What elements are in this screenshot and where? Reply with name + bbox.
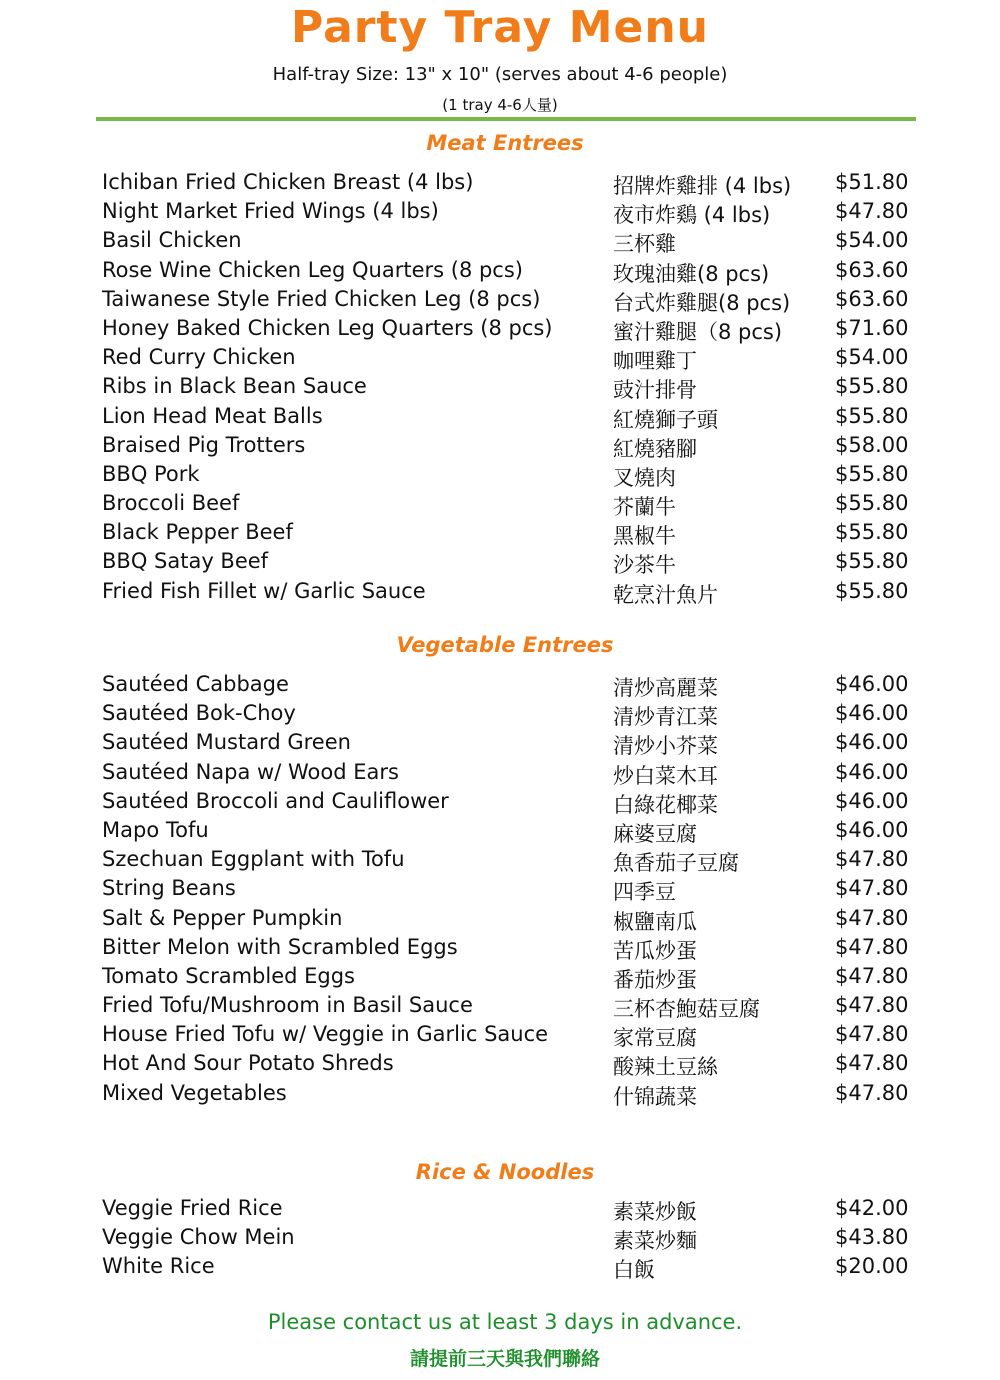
menu-item-price: $55.80 (835, 403, 909, 428)
menu-item-price: $55.80 (835, 461, 909, 486)
menu-item-name-chinese: 椒鹽南瓜 (613, 909, 697, 934)
menu-item-row (102, 1081, 922, 1110)
menu-item-row (102, 789, 922, 818)
menu-item-name: Ribs in Black Bean Sauce (102, 374, 367, 399)
menu-item-name: Szechuan Eggplant with Tofu (102, 847, 405, 872)
menu-item-row (102, 760, 922, 789)
menu-item-name: String Beans (102, 876, 236, 901)
menu-item-row (102, 1051, 922, 1080)
menu-item-price: $20.00 (835, 1254, 909, 1279)
menu-item-name-chinese: 苦瓜炒蛋 (613, 938, 697, 963)
menu-item-price: $58.00 (835, 432, 909, 457)
menu-item-name-chinese: 酸辣土豆絲 (613, 1055, 718, 1080)
menu-item-row (102, 935, 922, 964)
divider-rule (96, 117, 916, 121)
menu-item-name-chinese: 三杯雞 (613, 232, 676, 257)
section-title-vegetable: Vegetable Entrees (396, 633, 614, 657)
tray-size-subtitle: Half-tray Size: 13" x 10" (serves about 4-6 people) (272, 64, 728, 85)
menu-item-name: Hot And Sour Potato Shreds (102, 1051, 394, 1076)
menu-item-name-chinese: 白綠花椰菜 (613, 792, 718, 817)
menu-item-row (102, 993, 922, 1022)
menu-item-name-chinese: 招牌炸雞排 (4 lbs) (613, 174, 792, 198)
menu-item-row (102, 1196, 922, 1225)
menu-item-row (102, 258, 922, 287)
menu-item-name: Salt & Pepper Pumpkin (102, 905, 343, 930)
menu-item-price: $46.00 (835, 817, 909, 842)
menu-item-name-chinese: 炒白菜木耳 (613, 763, 718, 788)
menu-item-price: $47.80 (835, 934, 909, 959)
menu-item-name: Broccoli Beef (102, 491, 240, 516)
menu-item-row (102, 199, 922, 228)
menu-item-name-chinese: 番茄炒蛋 (613, 967, 697, 992)
menu-item-row (102, 433, 922, 462)
menu-item-price: $46.00 (835, 788, 909, 813)
menu-item-row (102, 491, 922, 520)
rice-noodles-list (102, 1196, 922, 1284)
menu-item-row (102, 374, 922, 403)
menu-item-name-chinese: 台式炸雞腿(8 pcs) (613, 290, 791, 315)
menu-item-name-chinese: 家常豆腐 (613, 1026, 697, 1051)
menu-item-name: White Rice (102, 1254, 215, 1279)
menu-item-name-chinese: 素菜炒飯 (613, 1200, 697, 1224)
menu-item-row (102, 549, 922, 578)
menu-item-name-chinese: 蜜汁雞腿（8 pcs) (613, 319, 783, 344)
menu-item-name: Basil Chicken (102, 228, 242, 253)
menu-item-price: $51.80 (835, 170, 909, 194)
menu-item-name: Night Market Fried Wings (4 lbs) (102, 199, 439, 224)
menu-item-name-chinese: 沙茶牛 (613, 553, 676, 578)
menu-item-name: BBQ Pork (102, 461, 200, 486)
menu-item-name-chinese: 黑椒牛 (613, 524, 676, 549)
menu-item-price: $46.00 (835, 701, 909, 726)
section-title-meat: Meat Entrees (426, 131, 584, 155)
menu-item-row (102, 462, 922, 491)
menu-item-name: BBQ Satay Beef (102, 549, 269, 574)
menu-item-price: $47.80 (835, 1051, 909, 1076)
menu-item-row (102, 316, 922, 345)
menu-item-price: $46.00 (835, 730, 909, 755)
advance-notice: Please contact us at least 3 days in advance. (267, 1310, 743, 1334)
menu-item-price: $47.80 (835, 199, 909, 224)
menu-item-price: $55.80 (835, 374, 909, 399)
menu-item-price: $63.60 (835, 257, 909, 282)
advance-notice-chinese: 請提前三天與我們聯絡 (409, 1348, 600, 1370)
menu-item-row (102, 701, 922, 730)
menu-item-row (102, 847, 922, 876)
menu-item-row (102, 520, 922, 549)
menu-item-row (102, 906, 922, 935)
menu-item-name: Ichiban Fried Chicken Breast (4 lbs) (102, 170, 474, 194)
menu-item-row (102, 730, 922, 759)
menu-item-name: Sautéed Broccoli and Cauliflower (102, 788, 449, 813)
menu-item-row (102, 345, 922, 374)
menu-item-name: Veggie Fried Rice (102, 1196, 283, 1220)
menu-item-price: $47.80 (835, 963, 909, 988)
menu-item-price: $47.80 (835, 993, 909, 1018)
menu-item-price: $46.00 (835, 759, 909, 784)
menu-item-name: Sautéed Napa w/ Wood Ears (102, 759, 399, 784)
menu-item-name: Mixed Vegetables (102, 1080, 287, 1105)
menu-item-name-chinese: 乾烹汁魚片 (613, 582, 718, 607)
menu-item-name-chinese: 麻婆豆腐 (613, 821, 697, 846)
section-title-rice-noodles: Rice & Noodles (415, 1160, 595, 1184)
menu-item-name: Sautéed Bok-Choy (102, 701, 296, 726)
menu-item-price: $55.80 (835, 491, 909, 516)
menu-item-name-chinese: 清炒小芥菜 (613, 734, 718, 759)
menu-item-row (102, 1254, 922, 1283)
menu-item-name-chinese: 魚香茄子豆腐 (613, 851, 739, 876)
menu-item-price: $55.80 (835, 578, 909, 603)
menu-item-row (102, 404, 922, 433)
menu-item-name: Fried Fish Fillet w/ Garlic Sauce (102, 578, 426, 603)
menu-item-name: Bitter Melon with Scrambled Eggs (102, 934, 458, 959)
meat-entrees-list (102, 170, 922, 608)
menu-item-name: Tomato Scrambled Eggs (102, 963, 355, 988)
menu-item-price: $43.80 (835, 1225, 909, 1250)
menu-item-price: $46.00 (835, 672, 909, 696)
menu-item-name-chinese: 素菜炒麵 (613, 1229, 697, 1254)
menu-item-price: $47.80 (835, 847, 909, 872)
menu-item-row (102, 579, 922, 608)
menu-item-name: Mapo Tofu (102, 817, 209, 842)
menu-item-name: Sautéed Cabbage (102, 672, 289, 696)
menu-item-name-chinese: 叉燒肉 (613, 465, 676, 490)
menu-item-row (102, 1022, 922, 1051)
tray-size-subtitle-chinese: (1 tray 4-6人量) (442, 96, 558, 114)
menu-item-price: $47.80 (835, 1022, 909, 1047)
menu-item-name-chinese: 三杯杏鮑菇豆腐 (613, 997, 760, 1022)
menu-item-name: Black Pepper Beef (102, 520, 293, 545)
menu-item-name-chinese: 清炒青江菜 (613, 705, 718, 730)
menu-item-name-chinese: 紅燒獅子頭 (613, 407, 718, 432)
menu-item-name-chinese: 四季豆 (613, 880, 676, 905)
menu-item-price: $55.80 (835, 520, 909, 545)
menu-item-name: Fried Tofu/Mushroom in Basil Sauce (102, 993, 473, 1018)
menu-item-name: Braised Pig Trotters (102, 432, 306, 457)
menu-item-price: $47.80 (835, 905, 909, 930)
menu-item-name-chinese: 夜市炸鷄 (4 lbs) (613, 203, 771, 228)
menu-item-price: $54.00 (835, 345, 909, 370)
menu-item-name: Lion Head Meat Balls (102, 403, 323, 428)
menu-item-row (102, 964, 922, 993)
menu-item-price: $47.80 (835, 1080, 909, 1105)
menu-item-row (102, 672, 922, 701)
menu-item-row (102, 876, 922, 905)
menu-item-price: $42.00 (835, 1196, 909, 1220)
menu-item-name: Honey Baked Chicken Leg Quarters (8 pcs) (102, 315, 553, 340)
menu-item-name-chinese: 什锦蔬菜 (613, 1084, 697, 1109)
menu-item-price: $63.60 (835, 286, 909, 311)
menu-title: Party Tray Menu (291, 2, 709, 53)
menu-item-price: $54.00 (835, 228, 909, 253)
menu-item-name: Rose Wine Chicken Leg Quarters (8 pcs) (102, 257, 523, 282)
menu-item-name: House Fried Tofu w/ Veggie in Garlic Sauce (102, 1022, 549, 1047)
menu-item-name: Veggie Chow Mein (102, 1225, 295, 1250)
menu-item-name-chinese: 玫瑰油雞(8 pcs) (613, 261, 770, 286)
menu-item-row (102, 1225, 922, 1254)
menu-item-name-chinese: 清炒高麗菜 (613, 676, 718, 700)
menu-item-name-chinese: 白飯 (613, 1258, 655, 1283)
menu-item-row (102, 287, 922, 316)
menu-item-price: $55.80 (835, 549, 909, 574)
menu-item-row (102, 818, 922, 847)
menu-item-name: Sautéed Mustard Green (102, 730, 351, 755)
menu-item-row (102, 228, 922, 257)
vegetable-entrees-list (102, 672, 922, 1110)
menu-item-price: $71.60 (835, 315, 909, 340)
menu-item-name: Red Curry Chicken (102, 345, 296, 370)
menu-item-name: Taiwanese Style Fried Chicken Leg (8 pcs) (102, 286, 541, 311)
menu-item-name-chinese: 紅燒豬腳 (613, 436, 697, 461)
menu-item-name-chinese: 芥蘭牛 (613, 495, 676, 520)
menu-item-price: $47.80 (835, 876, 909, 901)
menu-item-row (102, 170, 922, 199)
menu-item-name-chinese: 咖哩雞丁 (613, 349, 697, 374)
menu-item-name-chinese: 豉汁排骨 (613, 378, 697, 403)
